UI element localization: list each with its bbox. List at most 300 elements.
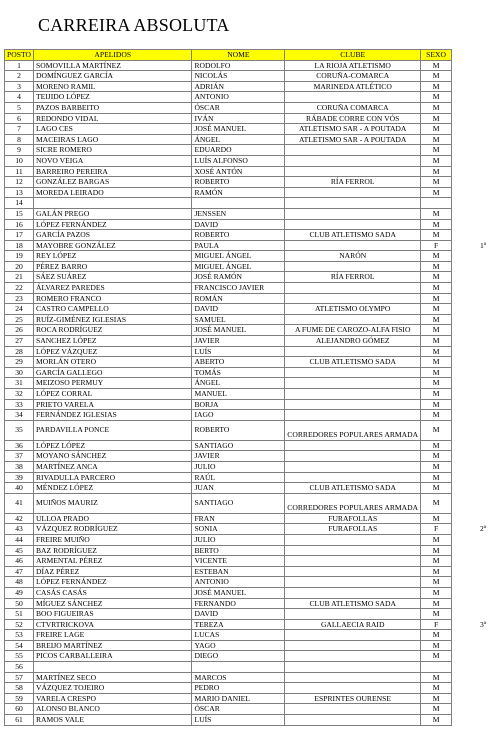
cell-clube (285, 577, 421, 588)
table-row (5, 715, 500, 726)
cell-posto: 11 (5, 166, 34, 177)
cell-sexo: M (421, 113, 452, 124)
cell-nome: FERNANDO (192, 598, 285, 609)
cell-apelidos: GARCÍA PAZOS (33, 230, 191, 241)
cell-nome: TOMÁS (192, 367, 285, 378)
table-row (5, 304, 500, 315)
cell-sexo: M (421, 704, 452, 715)
cell-apelidos: MAYOBRE GONZÁLEZ (33, 240, 191, 251)
cell-nome (192, 198, 285, 209)
table-row (5, 483, 500, 494)
cell-clube: CLUB ATLETISMO SADA (285, 483, 421, 494)
cell-nome: ROBERTO (192, 420, 285, 440)
cell-apelidos: VARELA CRESPO (33, 693, 191, 704)
cell-posto: 10 (5, 155, 34, 166)
cell-nome: BERTO (192, 545, 285, 556)
cell-posto: 42 (5, 513, 34, 524)
cell-sexo: M (421, 261, 452, 272)
header-extra (452, 50, 500, 61)
cell-posto: 7 (5, 124, 34, 135)
cell-nome: LUCAS (192, 630, 285, 641)
header-row (5, 50, 500, 61)
cell-sexo: M (421, 715, 452, 726)
table-row (5, 683, 500, 694)
cell-extra (452, 399, 500, 410)
cell-extra (452, 534, 500, 545)
cell-posto: 56 (5, 662, 34, 673)
table-row (5, 113, 500, 124)
cell-sexo: M (421, 461, 452, 472)
cell-sexo: M (421, 92, 452, 103)
table-row (5, 672, 500, 683)
cell-clube: CLUB ATLETISMO SADA (285, 357, 421, 368)
cell-extra (452, 81, 500, 92)
results-table (4, 49, 500, 726)
cell-posto: 9 (5, 145, 34, 156)
cell-nome: SONIA (192, 524, 285, 535)
table-row (5, 587, 500, 598)
cell-extra: 2ª (480, 524, 486, 534)
cell-extra: 3ª (480, 619, 486, 629)
cell-posto: 12 (5, 177, 34, 188)
cell-apelidos: LÓPEZ FERNÁNDEZ (33, 577, 191, 588)
cell-apelidos: BOO FIGUEIRAS (33, 609, 191, 620)
cell-nome: MIGUEL ÁNGEL (192, 261, 285, 272)
cell-posto: 14 (5, 198, 34, 209)
cell-extra (452, 283, 500, 294)
cell-clube (285, 198, 421, 209)
cell-apelidos: ULLOA PRADO (33, 513, 191, 524)
cell-clube: CLUB ATLETISMO SADA (285, 598, 421, 609)
cell-sexo: M (421, 640, 452, 651)
cell-extra (452, 440, 500, 451)
cell-apelidos: RIVADULLA PARCERO (33, 472, 191, 483)
table-row (5, 124, 500, 135)
cell-extra (452, 472, 500, 483)
cell-apelidos: LÓPEZ LÓPEZ (33, 440, 191, 451)
cell-apelidos: RAMOS VALE (33, 715, 191, 726)
cell-extra (452, 166, 500, 177)
cell-nome: MARIO DANIEL (192, 693, 285, 704)
cell-nome: BORJA (192, 399, 285, 410)
cell-apelidos: LÓPEZ FERNÁNDEZ (33, 219, 191, 230)
cell-apelidos: PICOS CARBALLEIRA (33, 651, 191, 662)
cell-posto: 17 (5, 230, 34, 241)
cell-apelidos: PÉREZ BARRO (33, 261, 191, 272)
cell-clube: RÁBADE CORRE CON VÓS (285, 113, 421, 124)
cell-apelidos: SÁEZ SUÁREZ (33, 272, 191, 283)
cell-posto: 54 (5, 640, 34, 651)
cell-nome: ÁNGEL (192, 378, 285, 389)
cell-posto: 39 (5, 472, 34, 483)
table-row (5, 389, 500, 400)
cell-nome: RAMÓN (192, 187, 285, 198)
cell-posto: 49 (5, 587, 34, 598)
table-row (5, 283, 500, 294)
cell-posto: 40 (5, 483, 34, 494)
cell-sexo: M (421, 357, 452, 368)
cell-sexo: M (421, 472, 452, 483)
cell-apelidos: PARDAVILLA PONCE (33, 420, 191, 440)
cell-extra (452, 378, 500, 389)
table-row (5, 545, 500, 556)
cell-posto: 18 (5, 240, 34, 251)
table-row (5, 693, 500, 704)
cell-nome: JULIO (192, 461, 285, 472)
cell-clube: NARÓN (285, 251, 421, 262)
cell-nome: LUÍS (192, 715, 285, 726)
cell-sexo (421, 662, 452, 673)
cell-nome: LUÍS (192, 346, 285, 357)
cell-posto: 29 (5, 357, 34, 368)
cell-posto: 48 (5, 577, 34, 588)
cell-apelidos: MOYANO SÁNCHEZ (33, 451, 191, 462)
table-row (5, 493, 500, 513)
cell-sexo: M (421, 683, 452, 694)
cell-posto: 30 (5, 367, 34, 378)
cell-clube (285, 399, 421, 410)
cell-apelidos: SICRE ROMERO (33, 145, 191, 156)
cell-posto: 20 (5, 261, 34, 272)
table-row (5, 336, 500, 347)
cell-apelidos (33, 662, 191, 673)
cell-sexo: M (421, 651, 452, 662)
cell-posto: 5 (5, 102, 34, 113)
results-body (5, 60, 500, 725)
cell-clube (285, 261, 421, 272)
cell-clube (285, 566, 421, 577)
cell-extra (452, 124, 500, 135)
cell-extra (452, 219, 500, 230)
cell-sexo: M (421, 251, 452, 262)
cell-posto: 55 (5, 651, 34, 662)
cell-extra (452, 177, 500, 188)
cell-clube (285, 545, 421, 556)
table-row (5, 598, 500, 609)
cell-nome: LUÍS ALFONSO (192, 155, 285, 166)
cell-clube (285, 451, 421, 462)
cell-apelidos: RUÍZ-GIMÉNEZ IGLESIAS (33, 314, 191, 325)
cell-apelidos: DOMÍNGUEZ GARCÍA (33, 71, 191, 82)
table-row (5, 272, 500, 283)
cell-clube (285, 472, 421, 483)
cell-clube (285, 630, 421, 641)
cell-apelidos: LAGO CES (33, 124, 191, 135)
cell-posto: 26 (5, 325, 34, 336)
header-posto: POSTO (5, 50, 34, 61)
cell-clube (285, 293, 421, 304)
table-row (5, 187, 500, 198)
cell-clube: RÍA FERROL (285, 177, 421, 188)
cell-posto: 60 (5, 704, 34, 715)
cell-clube (285, 240, 421, 251)
cell-nome: MIGUEL ÁNGEL (192, 251, 285, 262)
cell-apelidos: ARMENTAL PÉREZ (33, 556, 191, 567)
cell-extra (452, 187, 500, 198)
cell-nome: MARCOS (192, 672, 285, 683)
cell-apelidos (33, 198, 191, 209)
cell-sexo: M (421, 166, 452, 177)
cell-nome: TEREZA (192, 619, 285, 630)
table-row (5, 71, 500, 82)
cell-posto: 32 (5, 389, 34, 400)
cell-sexo: M (421, 534, 452, 545)
table-row (5, 166, 500, 177)
cell-nome: SANTIAGO (192, 493, 285, 513)
cell-posto: 22 (5, 283, 34, 294)
cell-posto: 58 (5, 683, 34, 694)
cell-apelidos: REDONDO VIDAL (33, 113, 191, 124)
cell-clube: ALEJANDRO GÓMEZ (285, 336, 421, 347)
cell-apelidos: MÍGUEZ SÁNCHEZ (33, 598, 191, 609)
cell-posto: 2 (5, 71, 34, 82)
cell-posto: 24 (5, 304, 34, 315)
cell-nome: RODOLFO (192, 60, 285, 71)
cell-sexo: M (421, 440, 452, 451)
cell-sexo: M (421, 187, 452, 198)
cell-extra (452, 587, 500, 598)
table-row (5, 640, 500, 651)
cell-extra (452, 325, 500, 336)
cell-apelidos: BARREIRO PEREIRA (33, 166, 191, 177)
cell-extra (452, 683, 500, 694)
cell-posto: 44 (5, 534, 34, 545)
cell-posto: 53 (5, 630, 34, 641)
cell-extra (452, 113, 500, 124)
cell-nome: JULIO (192, 534, 285, 545)
cell-extra (452, 230, 500, 241)
cell-extra (452, 704, 500, 715)
cell-clube (285, 410, 421, 421)
cell-sexo: M (421, 60, 452, 71)
table-row (5, 219, 500, 230)
cell-sexo: M (421, 346, 452, 357)
cell-posto: 61 (5, 715, 34, 726)
cell-sexo: M (421, 556, 452, 567)
cell-clube (285, 534, 421, 545)
cell-clube: FURAFOLLAS (285, 524, 421, 535)
cell-nome: ADRIÁN (192, 81, 285, 92)
cell-extra (452, 145, 500, 156)
cell-posto: 1 (5, 60, 34, 71)
cell-sexo: M (421, 134, 452, 145)
cell-posto: 31 (5, 378, 34, 389)
cell-extra (452, 545, 500, 556)
cell-extra (452, 71, 500, 82)
cell-clube (285, 704, 421, 715)
table-row (5, 662, 500, 673)
table-row (5, 325, 500, 336)
cell-clube (285, 715, 421, 726)
cell-extra (452, 420, 500, 440)
cell-nome: JOSÉ RAMÓN (192, 272, 285, 283)
cell-sexo: M (421, 314, 452, 325)
cell-nome: ESTEBAN (192, 566, 285, 577)
table-row (5, 102, 500, 113)
cell-extra (452, 304, 500, 315)
cell-nome: ÁNGEL (192, 134, 285, 145)
cell-clube (285, 651, 421, 662)
cell-sexo: M (421, 208, 452, 219)
table-row (5, 177, 500, 188)
cell-nome: ANTONIO (192, 577, 285, 588)
cell-apelidos: GALÁN PREGO (33, 208, 191, 219)
cell-nome: FRAN (192, 513, 285, 524)
cell-posto: 37 (5, 451, 34, 462)
cell-sexo: M (421, 155, 452, 166)
cell-sexo: M (421, 145, 452, 156)
table-row (5, 198, 500, 209)
cell-nome: IAGO (192, 410, 285, 421)
cell-extra (452, 577, 500, 588)
table-row (5, 451, 500, 462)
cell-posto: 25 (5, 314, 34, 325)
cell-nome: RAÚL (192, 472, 285, 483)
cell-extra (452, 566, 500, 577)
cell-apelidos: ALONSO BLANCO (33, 704, 191, 715)
cell-posto: 13 (5, 187, 34, 198)
cell-apelidos: ROCA RODRÍGUEZ (33, 325, 191, 336)
cell-clube (285, 556, 421, 567)
cell-nome: JENSSEN (192, 208, 285, 219)
cell-nome: PAULA (192, 240, 285, 251)
cell-apelidos: FREIRE LAGE (33, 630, 191, 641)
cell-clube: RÍA FERROL (285, 272, 421, 283)
table-row (5, 461, 500, 472)
cell-extra (452, 513, 500, 524)
table-row (5, 240, 500, 251)
cell-sexo: M (421, 451, 452, 462)
cell-clube: A FUME DE CAROZO-ALFA FISIO (285, 325, 421, 336)
table-row (5, 134, 500, 145)
cell-apelidos: ÁLVAREZ PAREDES (33, 283, 191, 294)
cell-extra (452, 461, 500, 472)
cell-extra (452, 609, 500, 620)
cell-posto: 19 (5, 251, 34, 262)
cell-posto: 15 (5, 208, 34, 219)
table-row (5, 566, 500, 577)
cell-clube: FURAFOLLAS (285, 513, 421, 524)
table-row (5, 357, 500, 368)
cell-extra (452, 155, 500, 166)
cell-extra (452, 60, 500, 71)
cell-apelidos: PAZOS BARBEITO (33, 102, 191, 113)
cell-sexo: M (421, 378, 452, 389)
cell-extra (452, 451, 500, 462)
cell-apelidos: MEIZOSO PERMUY (33, 378, 191, 389)
cell-apelidos: MACEIRAS LAGO (33, 134, 191, 145)
table-row (5, 524, 500, 535)
cell-clube: CORUÑA COMARCA (285, 102, 421, 113)
table-row (5, 230, 500, 241)
cell-apelidos: SOMOVILLA MARTÍNEZ (33, 60, 191, 71)
cell-sexo: F (421, 240, 452, 251)
table-row (5, 314, 500, 325)
cell-apelidos: SANCHEZ LÓPEZ (33, 336, 191, 347)
cell-nome: NICOLÁS (192, 71, 285, 82)
cell-extra (452, 261, 500, 272)
cell-nome: ROMÁN (192, 293, 285, 304)
cell-clube (285, 219, 421, 230)
cell-posto: 27 (5, 336, 34, 347)
cell-clube (285, 208, 421, 219)
table-row (5, 577, 500, 588)
cell-clube (285, 609, 421, 620)
cell-posto: 59 (5, 693, 34, 704)
cell-extra (452, 198, 500, 209)
cell-apelidos: CASÁS CASÁS (33, 587, 191, 598)
cell-clube (285, 346, 421, 357)
table-row (5, 145, 500, 156)
cell-apelidos: CTVRTRICKOVA (33, 619, 191, 630)
cell-apelidos: BREIJO MARTÍNEZ (33, 640, 191, 651)
cell-extra (452, 715, 500, 726)
cell-sexo: M (421, 177, 452, 188)
cell-sexo: F (421, 619, 452, 630)
cell-clube: ESPRINTES OURENSE (285, 693, 421, 704)
cell-nome: JUAN (192, 483, 285, 494)
cell-extra (452, 357, 500, 368)
cell-apelidos: VÁZQUEZ RODRÍGUEZ (33, 524, 191, 535)
cell-sexo: M (421, 230, 452, 241)
cell-nome: IVÁN (192, 113, 285, 124)
cell-clube: MARINEDA ATLÉTICO (285, 81, 421, 92)
cell-sexo: M (421, 219, 452, 230)
cell-apelidos: FREIRE MUIÑO (33, 534, 191, 545)
cell-sexo: M (421, 124, 452, 135)
cell-nome: DIEGO (192, 651, 285, 662)
cell-apelidos: MUIÑOS MAURIZ (33, 493, 191, 513)
table-row (5, 609, 500, 620)
header-clube: CLUBE (285, 50, 421, 61)
table-row (5, 619, 500, 630)
cell-sexo: M (421, 630, 452, 641)
header-nome: NOME (192, 50, 285, 61)
cell-clube (285, 662, 421, 673)
table-row (5, 251, 500, 262)
cell-nome: XOSÉ ANTÓN (192, 166, 285, 177)
cell-clube (285, 389, 421, 400)
cell-sexo: M (421, 336, 452, 347)
cell-clube: ATLETISMO OLYMPO (285, 304, 421, 315)
cell-sexo: M (421, 545, 452, 556)
table-row (5, 261, 500, 272)
cell-clube (285, 672, 421, 683)
cell-nome: JOSÉ MANUEL (192, 587, 285, 598)
cell-sexo: M (421, 102, 452, 113)
cell-extra (452, 251, 500, 262)
cell-apelidos: LÓPEZ CORRAL (33, 389, 191, 400)
cell-nome: SAMUEL (192, 314, 285, 325)
cell-extra (452, 346, 500, 357)
cell-posto: 23 (5, 293, 34, 304)
cell-posto: 16 (5, 219, 34, 230)
cell-sexo: M (421, 493, 452, 513)
cell-clube (285, 587, 421, 598)
cell-extra (452, 314, 500, 325)
table-row (5, 208, 500, 219)
table-row (5, 630, 500, 641)
cell-sexo: M (421, 483, 452, 494)
cell-sexo: M (421, 566, 452, 577)
cell-nome: JAVIER (192, 336, 285, 347)
table-row (5, 346, 500, 357)
cell-sexo: M (421, 304, 452, 315)
cell-extra (452, 630, 500, 641)
cell-apelidos: MOREDA LEIRADO (33, 187, 191, 198)
cell-clube (285, 683, 421, 694)
page-title: CARREIRA ABSOLUTA (38, 15, 230, 35)
